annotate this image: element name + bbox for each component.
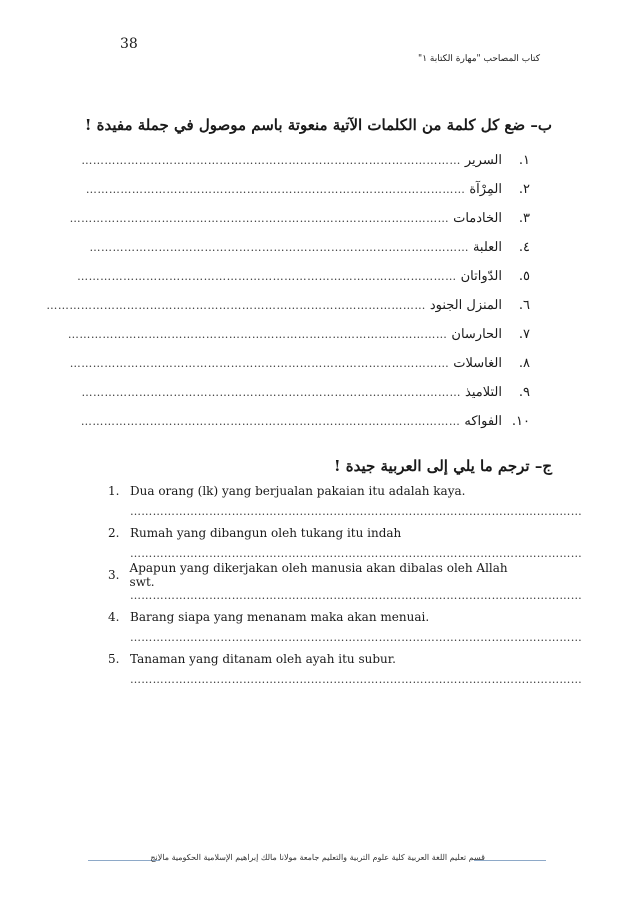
exercise-item [85, 175, 530, 204]
translation-sentence: Apapun yang dikerjakan oleh manusia akan dibalas oleh Allah swt. [129, 560, 508, 589]
exercise-number: ٢. [518, 182, 530, 197]
answer-dotted-line[interactable]: ……………………………………………………………………………………… [80, 415, 461, 428]
translation-item [108, 480, 582, 522]
translation-sentence-row [108, 522, 528, 543]
translation-item [108, 522, 582, 564]
translation-number: 3. [108, 567, 120, 582]
translation-sentence: Rumah yang dibangun oleh tukang itu indah [130, 525, 402, 540]
answer-dotted-line[interactable]: ……………………………………………………………………………………… [67, 328, 448, 341]
exercise-number: ٥. [518, 269, 530, 284]
exercise-word: الفواكه [464, 414, 502, 429]
answer-dotted-line[interactable]: ………………………………………………………………………………………………………… [130, 673, 582, 686]
translation-item [108, 648, 582, 690]
answer-dotted-line[interactable]: ……………………………………………………………………………………… [69, 357, 450, 370]
translation-sentence-row [108, 648, 528, 669]
exercise-word: الدّواتان [460, 269, 502, 284]
exercise-word: العلبة [472, 240, 502, 255]
exercise-word: الغاسلات [453, 356, 502, 371]
answer-dotted-line[interactable]: ……………………………………………………………………………………… [46, 299, 426, 312]
exercise-item [69, 204, 530, 233]
page-number: 38 [120, 36, 138, 52]
section-b-title: ب– ضع كل كلمة من الكلمات الآتية منعوتة باسم موصول في جملة مفيدة ! [84, 116, 552, 134]
answer-dotted-line[interactable]: ……………………………………………………………………………………… [77, 270, 457, 283]
translation-sentence-row [108, 480, 528, 501]
translation-number: 2. [108, 525, 120, 540]
exercise-word: التلاميذ [465, 385, 502, 400]
translation-sentence-row [108, 606, 528, 627]
exercise-item [67, 320, 530, 349]
exercise-item [81, 146, 530, 175]
translation-sentence: Tanaman yang ditanam oleh ayah itu subur. [130, 651, 396, 666]
exercise-word: الحارسان [451, 327, 502, 342]
exercise-word: السرير [464, 153, 502, 168]
footer-divider-left [88, 860, 160, 861]
footer-text: قسم تعليم اللغة العربية كلية علوم التربية والتعليم جامعة مولانا مالك إبراهيم الإسلامية الحكومية مالانج [150, 853, 485, 862]
exercise-list [46, 146, 530, 436]
footer-divider-right [474, 860, 546, 861]
translation-item [108, 560, 582, 606]
section-c-title: ج– ترجم ما يلي إلى العربية جيدة ! [333, 457, 552, 475]
exercise-item [77, 262, 530, 291]
translation-sentence: Dua orang (lk) yang berjualan pakaian itu adalah kaya. [130, 483, 466, 498]
exercise-number: ٤. [518, 240, 530, 255]
answer-dotted-line[interactable]: ………………………………………………………………………………………………………… [130, 631, 582, 644]
answer-dotted-line[interactable]: ……………………………………………………………………………………… [69, 212, 450, 225]
exercise-number: ٧. [518, 327, 530, 342]
translation-number: 4. [108, 609, 120, 624]
exercise-number: ١. [518, 153, 530, 168]
answer-dotted-line[interactable]: ……………………………………………………………………………………… [81, 386, 462, 399]
exercise-item [89, 233, 530, 262]
exercise-number: ٦. [518, 298, 530, 313]
answer-dotted-line[interactable]: ………………………………………………………………………………………………………… [130, 505, 582, 518]
exercise-number: ٣. [518, 211, 530, 226]
translation-sentence-row [108, 560, 528, 589]
exercise-number: ٨. [518, 356, 530, 371]
exercise-item [80, 407, 530, 436]
exercise-word: الخادمات [453, 211, 502, 226]
answer-dotted-line[interactable]: ……………………………………………………………………………………… [85, 183, 466, 196]
exercise-item [81, 378, 530, 407]
answer-dotted-line[interactable]: ………………………………………………………………………………………………………… [130, 589, 582, 602]
book-title: كتاب المصاحب "مهارة الكتابة ١" [418, 54, 540, 64]
answer-dotted-line[interactable]: ………………………………………………………………………………………………………… [130, 547, 582, 560]
answer-dotted-line[interactable]: ……………………………………………………………………………………… [81, 154, 461, 167]
translation-number: 5. [108, 651, 120, 666]
translation-item [108, 606, 582, 648]
translation-sentence: Barang siapa yang menanam maka akan menuai. [130, 609, 430, 624]
translation-list [108, 480, 582, 690]
exercise-word: المِرْآة [469, 182, 502, 197]
exercise-number: ٩. [518, 385, 530, 400]
answer-dotted-line[interactable]: ……………………………………………………………………………………… [89, 241, 469, 254]
translation-number: 1. [108, 483, 120, 498]
exercise-item [46, 291, 530, 320]
exercise-item [69, 349, 530, 378]
exercise-word: المنزل الجنود [429, 298, 502, 313]
exercise-number: ١٠. [511, 414, 530, 429]
